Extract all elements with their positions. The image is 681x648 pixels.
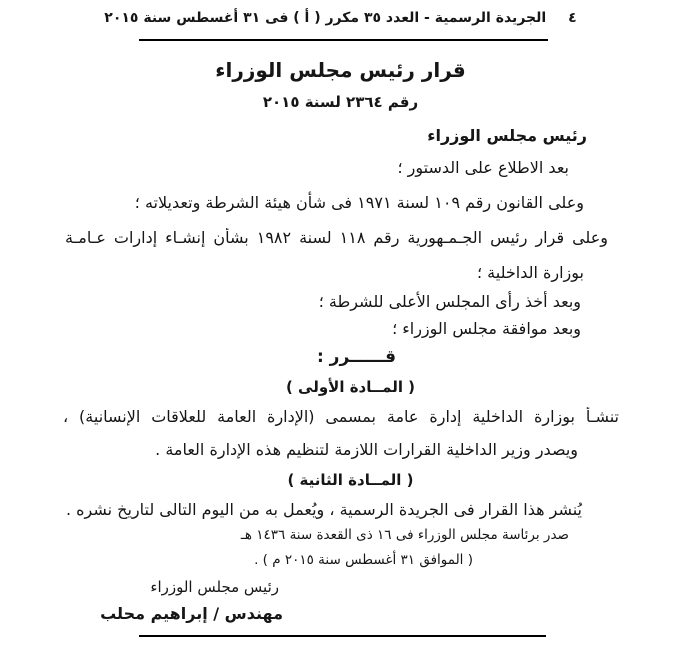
article-2-line-1: يُنشر هذا القرار فى الجريدة الرسمية ، ويُعمل به من اليوم التالى لتاريخ نشره . bbox=[65, 500, 582, 519]
signature-name: مهندس / إبراهيم محلب bbox=[100, 604, 283, 623]
article-2-heading: ( المــادة الثانية ) bbox=[287, 471, 414, 489]
promulgation-gregorian-date: ( الموافق ٣١ أغسطس سنة ٢٠١٥ م ) . bbox=[254, 552, 473, 568]
preamble-line-police-council: وبعد أخذ رأى المجلس الأعلى للشرطة ؛ bbox=[318, 292, 581, 311]
preamble-line-cabinet-approval: وبعد موافقة مجلس الوزراء ؛ bbox=[392, 319, 581, 338]
signature-title: رئيس مجلس الوزراء bbox=[150, 578, 279, 596]
article-1-line-2: ويصدر وزير الداخلية القرارات اللازمة لتنظيم هذه الإدارة العامة . bbox=[155, 440, 578, 459]
issuer-line: رئيس مجلس الوزراء bbox=[427, 126, 587, 145]
article-1-line-1: تنشـأ بوزارة الداخلية إدارة عامة بمسمى (الإدارة العامة للعلاقات الإنسانية) ، bbox=[63, 407, 619, 426]
page-header bbox=[0, 10, 681, 28]
decree-title: قرار رئيس مجلس الوزراء bbox=[215, 58, 466, 82]
preamble-line-presidential-decree: وعلى قرار رئيس الجـمـهورية رقم ١١٨ لسنة ١٩٨٢ بشأن إنشـاء إدارات عـامـة bbox=[65, 228, 608, 247]
header-divider bbox=[139, 39, 548, 41]
gazette-title-line: الجريدة الرسمية - العدد ٣٥ مكرر ( أ ) فى ٣١ أغسطس سنة ٢٠١٥ bbox=[104, 10, 547, 26]
footer-divider bbox=[139, 635, 546, 637]
promulgation-hijri-date: صدر برئاسة مجلس الوزراء فى ١٦ ذى القعدة سنة ١٤٣٦ هـ bbox=[240, 527, 569, 543]
preamble-line-police-law: وعلى القانون رقم ١٠٩ لسنة ١٩٧١ فى شأن هيئة الشرطة وتعديلاته ؛ bbox=[134, 193, 584, 212]
decision-word: قــــــرر : bbox=[316, 347, 397, 367]
article-1-heading: ( المــادة الأولى ) bbox=[285, 378, 416, 396]
preamble-line-interior-ministry: بوزارة الداخلية ؛ bbox=[476, 263, 584, 282]
decree-number-line: رقم ٢٣٦٤ لسنة ٢٠١٥ bbox=[262, 93, 419, 111]
page-number: ٤ bbox=[568, 10, 577, 26]
preamble-line-constitution: بعد الاطلاع على الدستور ؛ bbox=[397, 158, 569, 177]
